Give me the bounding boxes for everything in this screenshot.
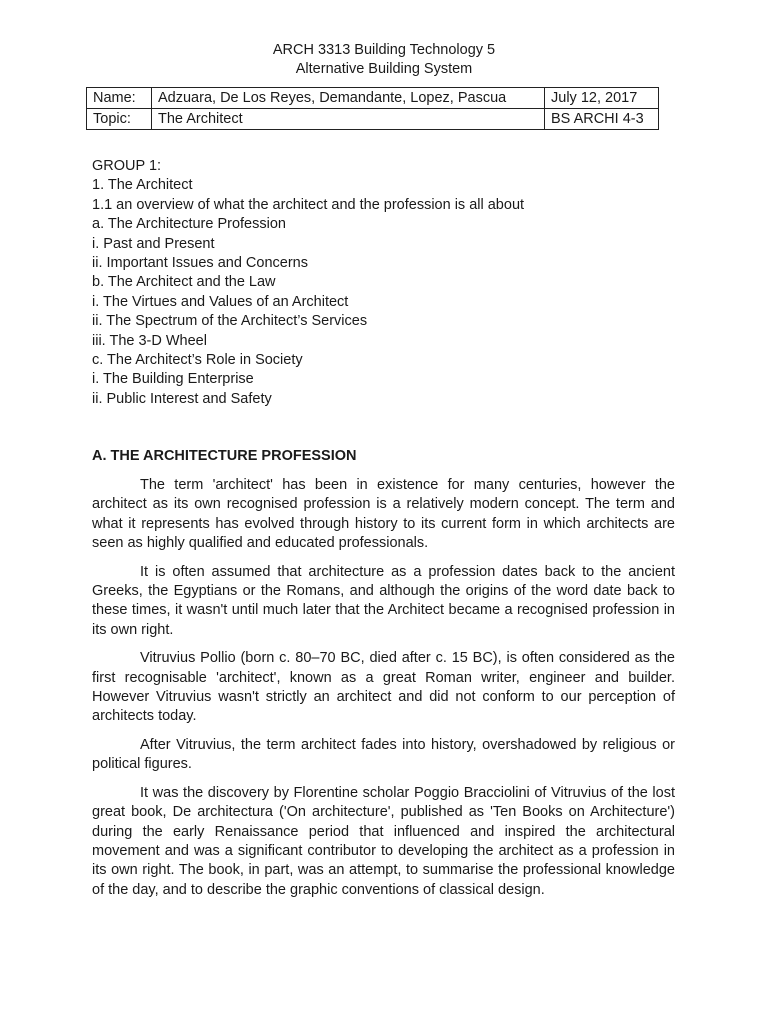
name-value: Adzuara, De Los Reyes, Demandante, Lopez, Pascua: [152, 88, 545, 109]
outline-line: ii. Public Interest and Safety: [92, 390, 272, 407]
body-paragraph: It is often assumed that architecture as a profession dates back to the ancient Greeks, the Egyptians or the Romans, and although the origins of the word date back to these times, it wasn't until much later that the Architect became a recognised profession in its own right.: [92, 563, 675, 638]
group-outline: [92, 157, 524, 409]
course-title: ARCH 3313 Building Technology 5: [272, 42, 496, 58]
course-subtitle: Alternative Building System: [295, 61, 473, 77]
outline-line: i. The Building Enterprise: [92, 371, 254, 388]
document-header: [0, 41, 768, 79]
name-label: Name:: [87, 88, 152, 109]
body-paragraph: Vitruvius Pollio (born c. 80–70 BC, died after c. 15 BC), is often considered as the first recognisable 'architect', known as a great Roman writer, engineer and builder. However Vitruvius wasn't strictly an architect and did not conform to our perception of architects today.: [92, 650, 675, 725]
outline-line: a. The Architecture Profession: [92, 216, 286, 233]
body-paragraph: It was the discovery by Florentine scholar Poggio Bracciolini of Vitruvius of the lost great book, De architectura ('On architecture', published as 'Ten Books on Architecture') during the early Renaissance period that influenced and inspired the architectural movement and was a significant contributor to developing the architect as a profession in its own right. The book, in part, was an attempt, to summarise the professional knowledge of the day, and to describe the graphic conventions of classical design.: [92, 784, 675, 898]
outline-line: 1. The Architect: [92, 177, 193, 194]
section-heading: A. THE ARCHITECTURE PROFESSION: [92, 448, 357, 464]
outline-line: i. Past and Present: [92, 235, 215, 252]
section-value: BS ARCHI 4-3: [545, 109, 659, 130]
info-table: [86, 87, 659, 130]
date-value: July 12, 2017: [545, 88, 659, 109]
section-body: [92, 476, 675, 909]
body-paragraph: After Vitruvius, the term architect fades into history, overshadowed by religious or political figures.: [92, 736, 675, 773]
outline-line: ii. Important Issues and Concerns: [92, 255, 308, 272]
body-paragraph: The term 'architect' has been in existence for many centuries, however the architect as its own recognised profession is a relatively modern concept. The term and what it represents has evolved through history to its current form in which architects are seen as highly qualified and educated professionals.: [92, 477, 675, 552]
outline-line: b. The Architect and the Law: [92, 274, 276, 291]
outline-line: c. The Architect’s Role in Society: [92, 352, 303, 369]
topic-row: [87, 109, 659, 130]
outline-line: ii. The Spectrum of the Architect’s Services: [92, 313, 368, 330]
outline-line: GROUP 1:: [92, 158, 162, 174]
topic-label: Topic:: [87, 109, 152, 130]
topic-value: The Architect: [152, 109, 545, 130]
name-row: [87, 88, 659, 109]
outline-line: 1.1 an overview of what the architect and the profession is all about: [92, 196, 525, 213]
outline-line: iii. The 3-D Wheel: [92, 332, 207, 349]
outline-line: i. The Virtues and Values of an Architect: [92, 293, 349, 310]
